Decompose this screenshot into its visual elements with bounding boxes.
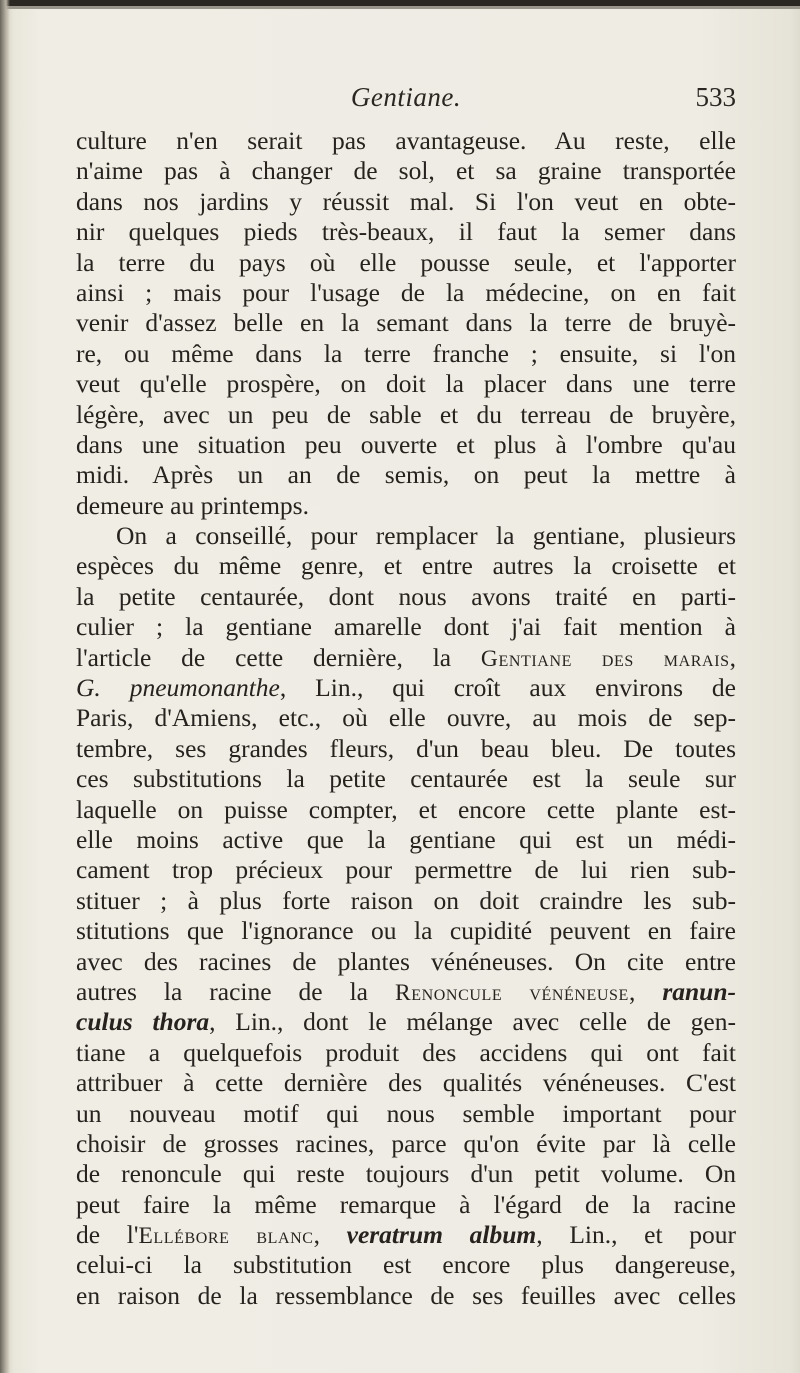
text-line: [76, 217, 736, 247]
text-run: celui-ci la substitution est encore plus dangereuse,: [76, 1250, 736, 1280]
text-line: [76, 673, 736, 703]
styled-text-run: Ellébore blanc: [138, 1223, 314, 1250]
text-run: avec des racines de plantes vénéneuses. On cite entre: [76, 946, 736, 976]
gutter-shadow: [0, 0, 10, 1373]
text-run: de l': [76, 1220, 139, 1250]
text-run: de renoncule qui reste toujours d'un petit volume. On: [76, 1159, 736, 1189]
text-line: [76, 734, 736, 764]
text-run: autres la racine de la: [76, 976, 395, 1006]
text-run: Paris, d'Amiens, etc., où elle ouvre, au mois de sep-: [76, 703, 736, 733]
text-line: [76, 400, 736, 430]
text-run: cament trop précieux pour permettre de lui rien sub-: [76, 855, 736, 885]
text-line: [76, 1068, 736, 1098]
text-line: [76, 187, 736, 217]
styled-text-run: ranun-: [662, 976, 737, 1006]
text-line: [76, 491, 736, 521]
text-line: [76, 430, 736, 460]
text-line: [76, 795, 736, 825]
text-run: légère, avec un peu de sable et du terreau de bruyère,: [76, 399, 736, 429]
page-number: 533: [695, 82, 736, 112]
styled-text-run: Renoncule vénéneuse: [394, 979, 629, 1006]
text-line: [76, 582, 736, 612]
text-run: un nouveau motif qui nous semble important pour: [76, 1098, 736, 1128]
text-run: re, ou même dans la terre franche ; ensuite, si l'on: [76, 338, 736, 368]
page-top-edge-shadow: [0, 6, 800, 9]
styled-text-run: G. pneumonanthe: [76, 673, 280, 703]
text-run: midi. Après un an de semis, on peut la mettre à: [76, 460, 736, 490]
paragraph: [76, 126, 736, 521]
text-run: venir d'assez belle en la semant dans la terre de bruyè-: [76, 308, 736, 338]
text-run: , Lin., dont le mélange avec celle de gen-: [209, 1007, 736, 1037]
text-run: espèces du même genre, et entre autres la croisette et: [76, 551, 736, 581]
text-line: [76, 156, 736, 186]
text-run: la terre du pays où elle pousse seule, et l'apporter: [76, 247, 736, 277]
text-run: laquelle on puisse compter, et encore cette plante est-: [76, 794, 736, 824]
text-run: la petite centaurée, dont nous avons traité en parti-: [76, 581, 736, 611]
text-line: [76, 643, 736, 673]
text-line: [76, 947, 736, 977]
text-run: n'aime pas à changer de sol, et sa graine transportée: [76, 156, 736, 186]
text-line: [76, 521, 736, 551]
text-line: [76, 369, 736, 399]
body-text: [76, 126, 736, 1311]
text-line: [76, 126, 736, 156]
styled-text-run: culus thora: [76, 1007, 210, 1037]
styled-text-run: Gentiane des marais: [480, 645, 730, 672]
text-line: [76, 916, 736, 946]
text-line: [76, 1099, 736, 1129]
text-run: culture n'en serait pas avantageuse. Au reste, elle: [76, 126, 736, 155]
styled-text-run: veratrum album: [346, 1220, 537, 1250]
text-line: [76, 308, 736, 338]
text-run: tiane a quelquefois produit des accidens qui ont fait: [76, 1037, 736, 1067]
text-run: l'article de cette dernière, la: [76, 642, 481, 672]
text-run: ,: [313, 1220, 347, 1250]
text-line: [76, 977, 736, 1007]
text-run: culier ; la gentiane amarelle dont j'ai fait mention à: [76, 612, 736, 642]
text-run: peut faire la même remarque à l'égard de la racine: [76, 1189, 736, 1219]
text-line: [76, 886, 736, 916]
text-run: elle moins active que la gentiane qui est un médi-: [76, 824, 736, 854]
text-line: [76, 551, 736, 581]
text-line: [76, 1007, 736, 1037]
text-run: , Lin., qui croît aux environs de: [279, 673, 736, 703]
text-run: demeure au printemps.: [76, 490, 309, 520]
text-run: veut qu'elle prospère, on doit la placer dans une terre: [76, 369, 736, 399]
running-head: [76, 82, 736, 122]
text-run: stituer ; à plus forte raison on doit craindre les sub-: [76, 885, 736, 915]
text-line: [76, 703, 736, 733]
text-line: [76, 1159, 736, 1189]
text-line: [76, 1038, 736, 1068]
text-run: dans nos jardins y réussit mal. Si l'on veut en obte-: [76, 186, 736, 216]
text-run: en raison de la ressemblance de ses feuilles avec celles: [76, 1280, 736, 1310]
text-run: choisir de grosses racines, parce qu'on évite par là celle: [76, 1128, 736, 1158]
text-line: [76, 1129, 736, 1159]
text-run: , Lin., et pour: [536, 1220, 736, 1250]
text-run: tembre, ses grandes fleurs, d'un beau bleu. De toutes: [76, 733, 736, 763]
text-line: [76, 278, 736, 308]
text-run: stitutions que l'ignorance ou la cupidité peuvent en faire: [76, 916, 736, 946]
text-line: [76, 825, 736, 855]
paragraph: [76, 521, 736, 1311]
text-line: [76, 1220, 736, 1250]
text-line: [76, 1250, 736, 1280]
text-run: attribuer à cette dernière des qualités vénéneuses. C'est: [76, 1068, 736, 1098]
text-run: ,: [628, 976, 663, 1006]
text-run: On a conseillé, pour remplacer la gentiane, plusieurs: [116, 521, 736, 551]
running-title: Gentiane.: [350, 82, 462, 112]
text-line: [76, 612, 736, 642]
text-line: [76, 855, 736, 885]
text-line: [76, 1281, 736, 1311]
text-run: ainsi ; mais pour l'usage de la médecine, on en fait: [76, 277, 736, 307]
text-line: [76, 248, 736, 278]
text-line: [76, 764, 736, 794]
text-run: dans une situation peu ouverte et plus à l'ombre qu'au: [76, 429, 736, 459]
text-run: ,: [729, 642, 736, 672]
text-line: [76, 460, 736, 490]
text-run: ces substitutions la petite centaurée est la seule sur: [76, 764, 736, 794]
text-line: [76, 1190, 736, 1220]
text-line: [76, 339, 736, 369]
text-run: nir quelques pieds très-beaux, il faut la semer dans: [76, 217, 736, 247]
